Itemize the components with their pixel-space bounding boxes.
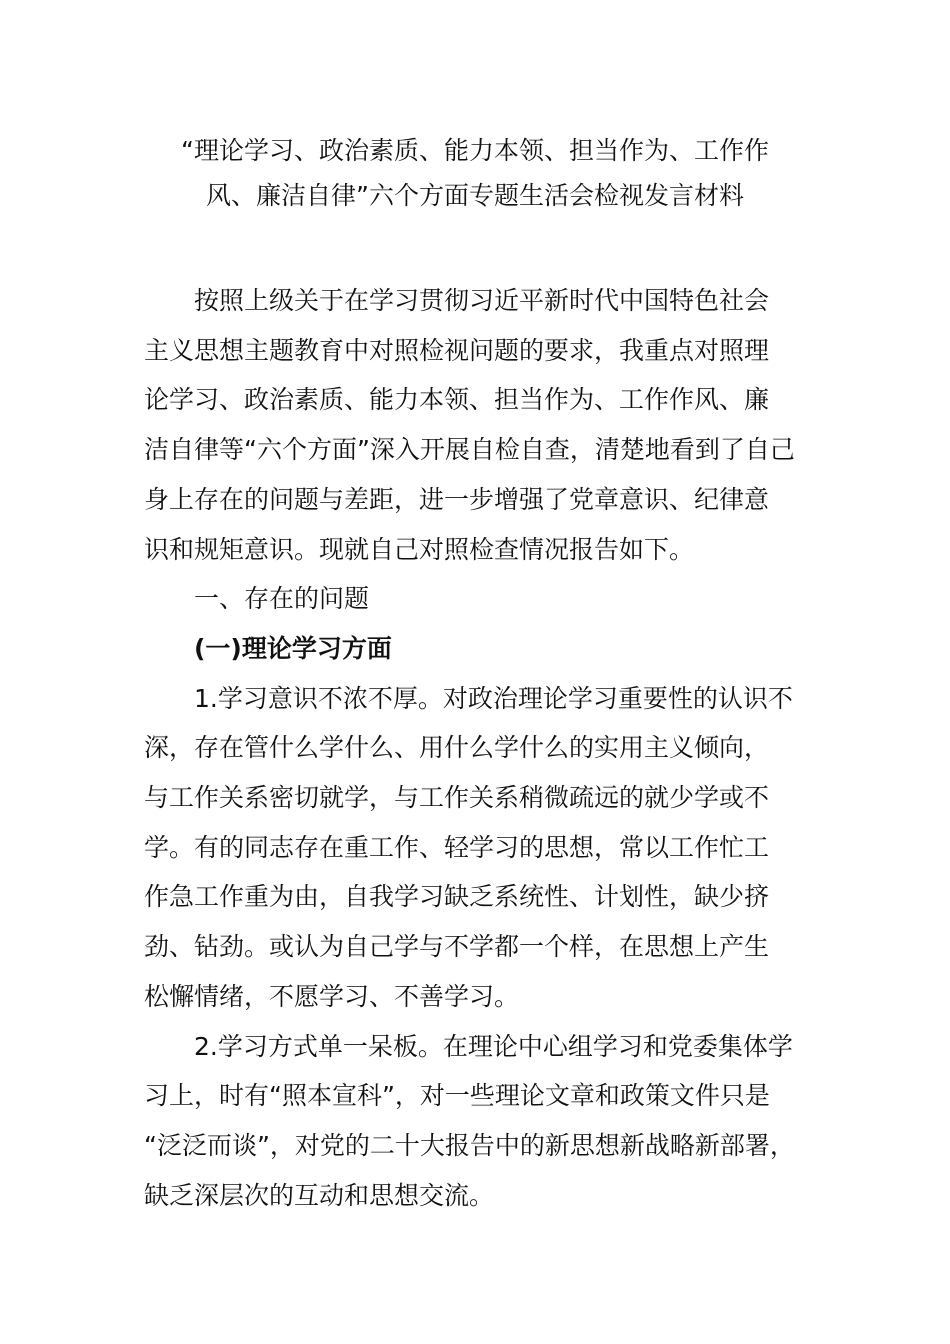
paragraph-line: 识和规矩意识。现就自己对照检查情况报告如下。 — [144, 534, 695, 564]
paragraph-line: 作急工作重为由，自我学习缺乏系统性、计划性，缺少挤 — [144, 882, 770, 912]
section-heading-text: 一、存在的问题 — [194, 584, 370, 614]
paragraph-line: 论学习、政治素质、能力本领、担当作为、工作作风、廉 — [144, 385, 770, 415]
paragraph-line: “泛泛而谈”，对党的二十大报告中的新思想新战略新部署， — [144, 1130, 795, 1160]
paragraph-line: 缺乏深层次的互动和思想交流。 — [144, 1180, 495, 1210]
section-heading — [144, 574, 810, 624]
item-1-paragraph — [144, 674, 810, 1022]
document-title — [144, 128, 806, 218]
paragraph-line: 学。有的同志存在重工作、轻学习的思想，常以工作忙工 — [144, 832, 770, 862]
paragraph-line: 主义思想主题教育中对照检视问题的要求，我重点对照理 — [144, 335, 770, 365]
title-line: “理论学习、政治素质、能力本领、担当作为、工作作 — [181, 136, 769, 165]
subsection-heading-text: (一)理论学习方面 — [194, 633, 392, 663]
document-body — [144, 276, 810, 1220]
paragraph-line: 1.学习意识不浓不厚。对政治理论学习重要性的认识不 — [194, 683, 793, 713]
title-line: 风、廉洁自律”六个方面专题生活会检视发言材料 — [206, 181, 744, 210]
paragraph-line: 习上，时有“照本宣科”，对一些理论文章和政策文件只是 — [144, 1081, 770, 1111]
paragraph-line: 身上存在的问题与差距，进一步增强了党章意识、纪律意 — [144, 484, 770, 514]
paragraph-line: 劲、钻劲。或认为自己学与不学都一个样，在思想上产生 — [144, 932, 770, 962]
subsection-heading — [144, 624, 810, 674]
paragraph-line: 按照上级关于在学习贯彻习近平新时代中国特色社会 — [194, 286, 770, 315]
paragraph-line: 与工作关系密切就学，与工作关系稍微疏远的就少学或不 — [144, 783, 770, 813]
paragraph-line: 松懈情绪，不愿学习、不善学习。 — [144, 981, 520, 1011]
paragraph-line: 2.学习方式单一呆板。在理论中心组学习和党委集体学 — [194, 1031, 793, 1061]
item-2-paragraph — [144, 1022, 810, 1221]
intro-paragraph — [144, 276, 810, 574]
paragraph-line: 洁自律等“六个方面”深入开展自检自查，清楚地看到了自己 — [144, 435, 795, 465]
paragraph-line: 深，存在管什么学什么、用什么学什么的实用主义倾向， — [144, 733, 770, 763]
